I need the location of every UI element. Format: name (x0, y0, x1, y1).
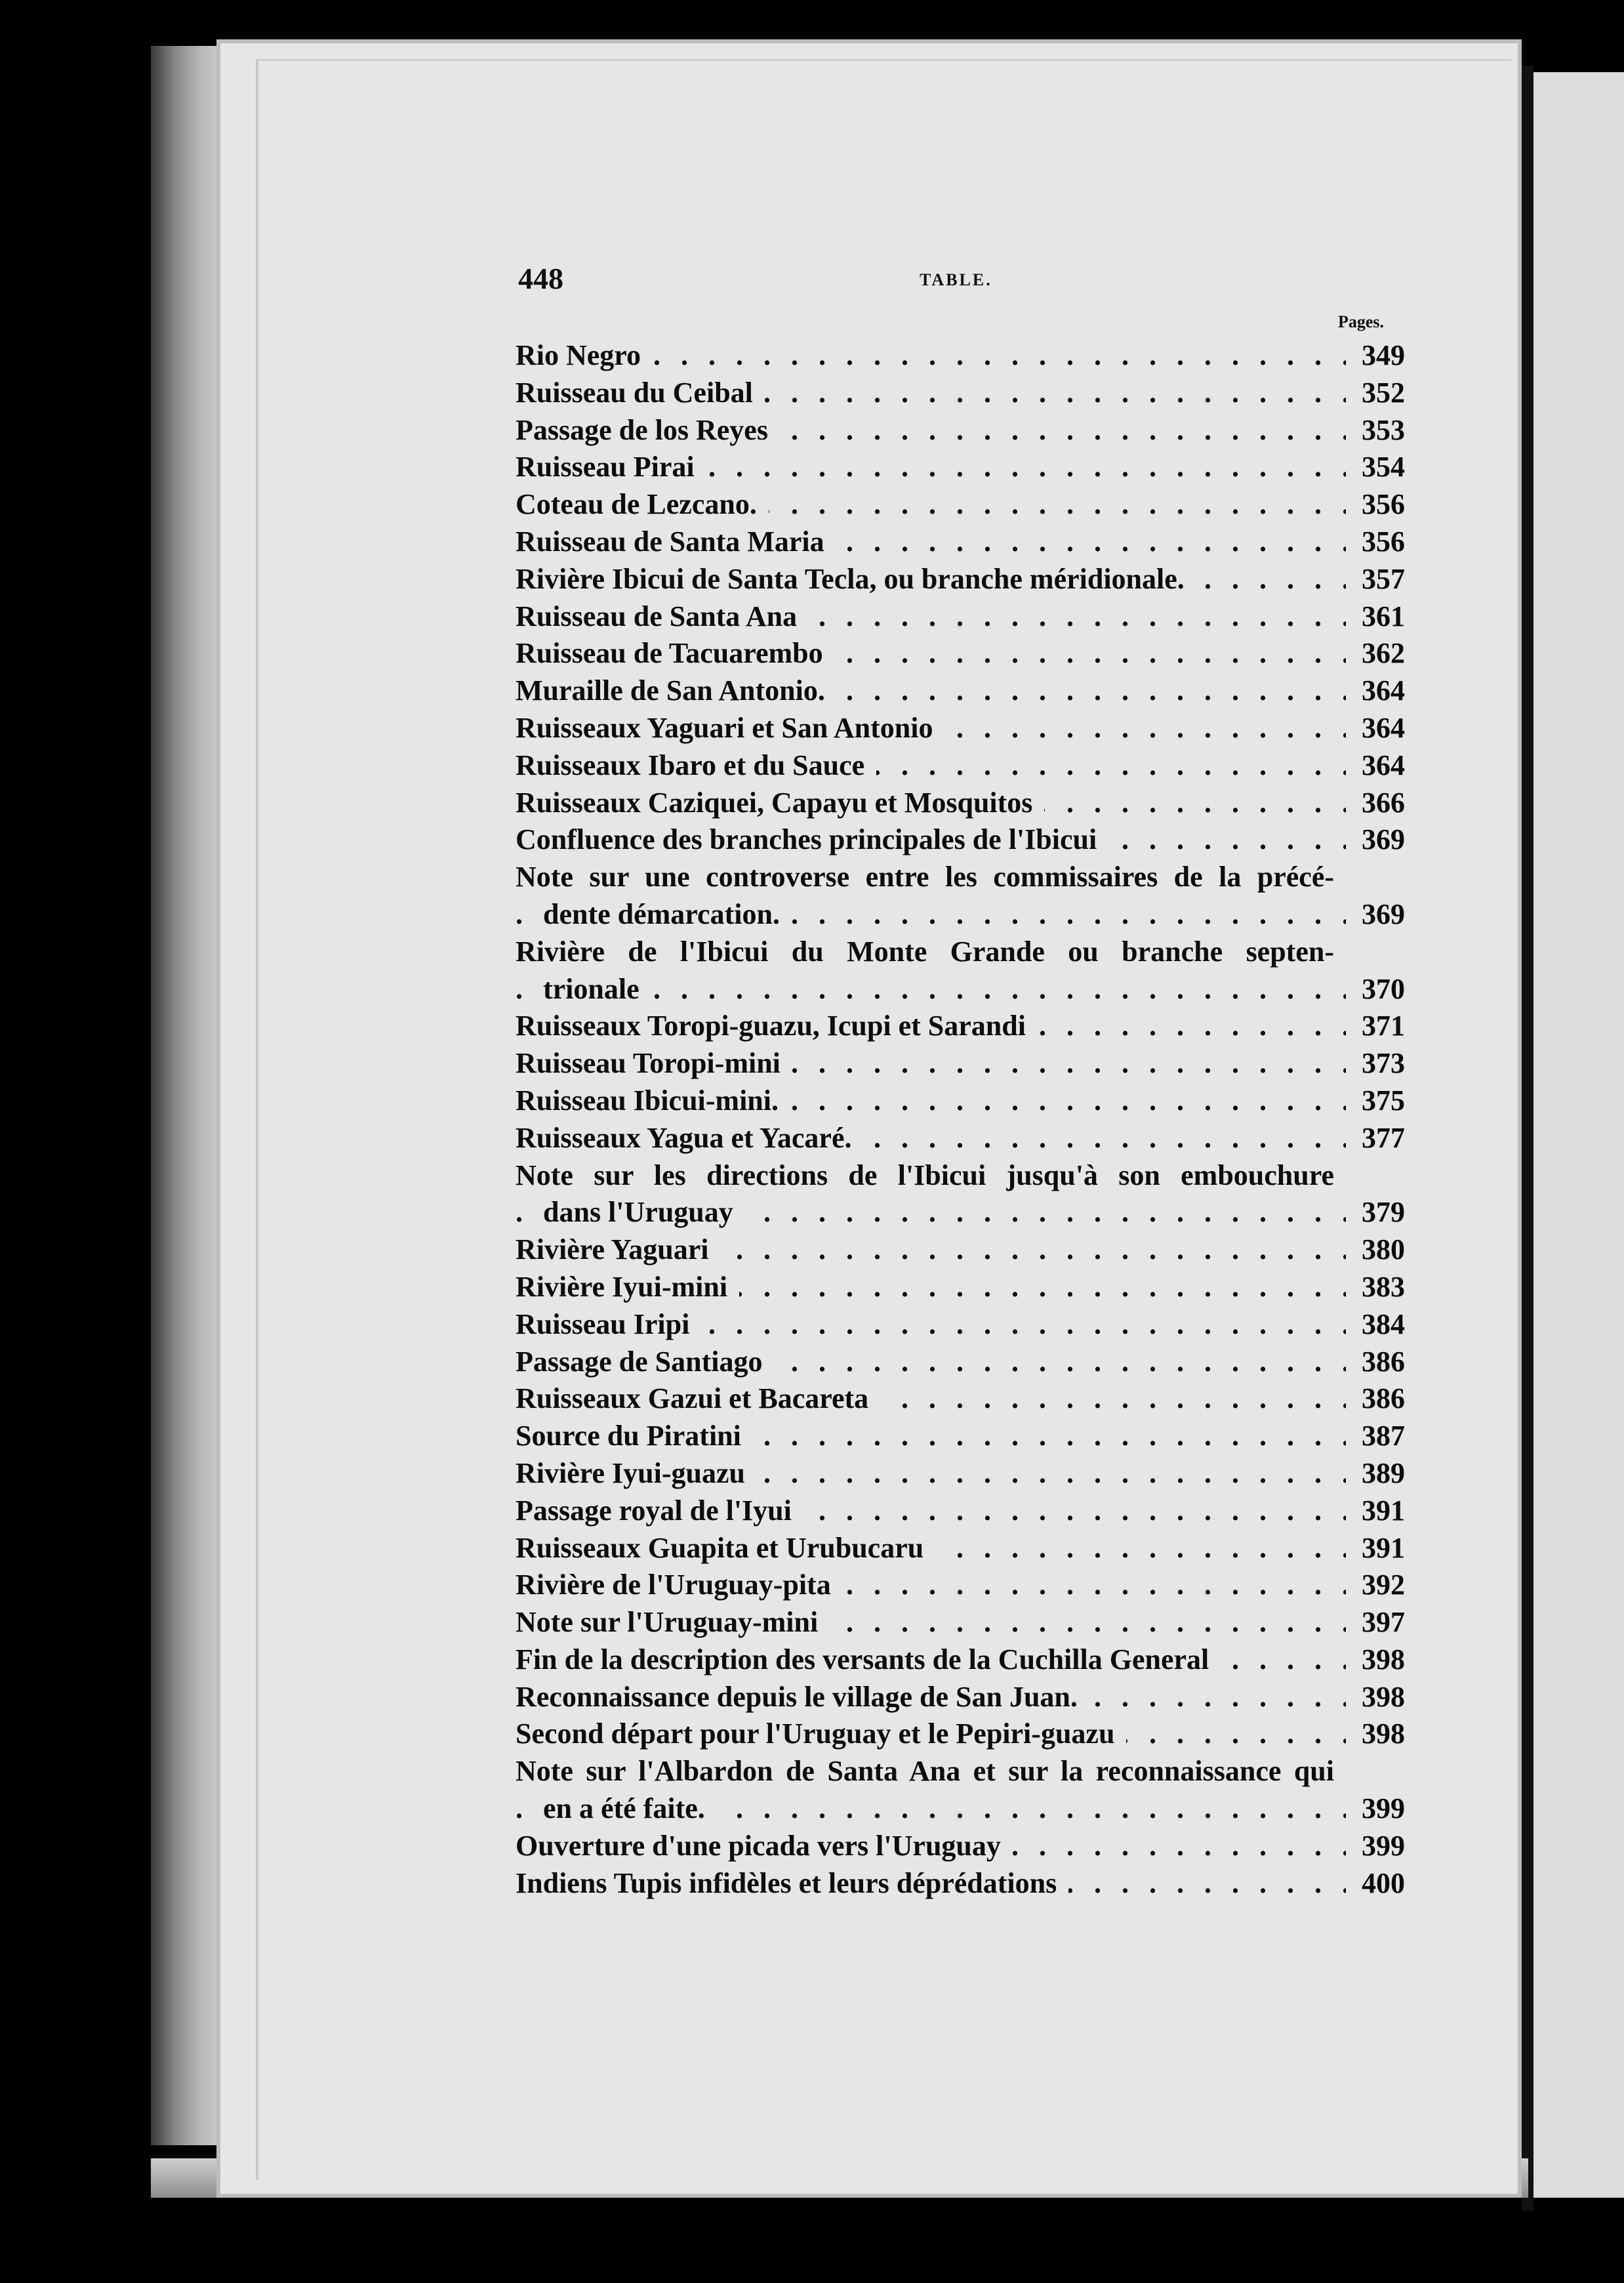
toc-entry-title: Ruisseau Ibicui-mini. (516, 1082, 1346, 1120)
toc-entry-page: 371 (1362, 1010, 1405, 1042)
toc-entry (516, 672, 1405, 710)
toc-entry-page: 398 (1362, 1680, 1405, 1713)
toc-entry (516, 821, 1405, 859)
toc-entry-page: 397 (1362, 1606, 1405, 1639)
toc-entry-page: 354 (1362, 451, 1405, 483)
toc-entry (516, 449, 1405, 486)
toc-entry (516, 1120, 1405, 1157)
toc-entry-title: Ruisseaux Toropi-guazu, Icupi et Sarandi (516, 1008, 1346, 1045)
toc-entry (516, 1269, 1405, 1306)
toc-entry (516, 710, 1405, 747)
toc-entry (516, 1231, 1405, 1269)
toc-entry-page: 400 (1362, 1866, 1405, 1899)
toc-entry-page: 399 (1362, 1792, 1405, 1825)
toc-entry (516, 785, 1405, 822)
toc-entry-page: 384 (1362, 1307, 1405, 1340)
toc-entry-title-continued: trionale (543, 971, 1346, 1008)
page-header (518, 261, 1410, 300)
toc-entry-title: Note sur une controverse entre les commissaires de la précé- (516, 859, 1346, 896)
toc-entry-page: 387 (1362, 1420, 1405, 1452)
toc-entry (516, 1604, 1405, 1641)
toc-entry (516, 1455, 1405, 1492)
toc-entry-title-continued: dans l'Uruguay (543, 1194, 1346, 1231)
toc-entry-title-continued: en a été faite. (543, 1790, 1346, 1828)
toc-entry-page: 364 (1362, 749, 1405, 781)
toc-entry-page: 379 (1362, 1196, 1405, 1229)
toc-entry-title: Source du Piratini (516, 1418, 1346, 1455)
toc-entry-page: 383 (1362, 1270, 1405, 1303)
toc-entry-page: 361 (1362, 600, 1405, 632)
table-of-contents (516, 337, 1405, 1902)
toc-entry-page: 349 (1362, 339, 1405, 371)
toc-entry-page: 377 (1362, 1121, 1405, 1154)
toc-entry-title: Ruisseaux Yaguari et San Antonio (516, 710, 1346, 747)
facing-page-edge (1532, 72, 1624, 2198)
toc-entry-page: 356 (1362, 525, 1405, 558)
toc-entry-title: Note sur l'Albardon de Santa Ana et sur la reconnaissance qui (516, 1753, 1346, 1790)
toc-entry-title: Ruisseaux Ibaro et du Sauce (516, 747, 1346, 785)
toc-entry (516, 1344, 1405, 1381)
toc-entry-title: Ouverture d'une picada vers l'Uruguay (516, 1828, 1346, 1865)
toc-entry-title: Rio Negro (516, 337, 1346, 375)
toc-entry-title: Ruisseau de Santa Ana (516, 598, 1346, 636)
toc-entry-title: Second départ pour l'Uruguay et le Pepiri-guazu (516, 1716, 1346, 1753)
toc-entry-title: Passage de Santiago (516, 1344, 1346, 1381)
toc-entry-title: Ruisseaux Yagua et Yacaré. (516, 1120, 1346, 1157)
toc-entry-page: 391 (1362, 1494, 1405, 1527)
toc-entry-title: Ruisseau de Tacuarembo (516, 635, 1346, 672)
toc-entry (516, 1753, 1405, 1828)
toc-entry-page: 353 (1362, 413, 1405, 446)
toc-entry-page: 392 (1362, 1569, 1405, 1601)
toc-entry (516, 1641, 1405, 1679)
toc-entry (516, 1008, 1405, 1045)
toc-entry-page: 352 (1362, 376, 1405, 409)
toc-entry-page: 386 (1362, 1345, 1405, 1378)
toc-entry-page: 364 (1362, 674, 1405, 707)
toc-entry-title: Ruisseau du Ceibal (516, 375, 1346, 412)
toc-entry (516, 1418, 1405, 1455)
toc-entry-title: Rivière Ibicui de Santa Tecla, ou branche méridionale. (516, 561, 1346, 598)
toc-entry (516, 1157, 1405, 1232)
toc-entry (516, 1530, 1405, 1567)
toc-entry (516, 1679, 1405, 1716)
toc-entry (516, 561, 1405, 598)
toc-entry (516, 1828, 1405, 1865)
toc-entry-title: Rivière Iyui-mini (516, 1269, 1346, 1306)
toc-entry-title: Ruisseaux Guapita et Urubucaru (516, 1530, 1346, 1567)
toc-entry (516, 524, 1405, 561)
toc-entry-title: Rivière de l'Uruguay-pita (516, 1567, 1346, 1604)
toc-entry (516, 635, 1405, 672)
toc-entry-page: 389 (1362, 1456, 1405, 1489)
toc-entry (516, 934, 1405, 1008)
toc-entry-page: 357 (1362, 562, 1405, 595)
toc-entry-page: 391 (1362, 1531, 1405, 1564)
toc-entry-page: 380 (1362, 1233, 1405, 1266)
toc-entry-page: 375 (1362, 1084, 1405, 1117)
toc-entry (516, 598, 1405, 636)
toc-entry-page: 364 (1362, 711, 1405, 744)
toc-entry (516, 1306, 1405, 1344)
toc-entry-title: Ruisseau Iripi (516, 1306, 1346, 1344)
toc-entry (516, 1865, 1405, 1902)
toc-entry (516, 375, 1405, 412)
book-page-edge (151, 46, 223, 2145)
toc-entry-title: Ruisseaux Caziquei, Capayu et Mosquitos (516, 785, 1346, 822)
toc-entry (516, 859, 1405, 934)
running-head: TABLE. (920, 270, 992, 289)
toc-entry (516, 1082, 1405, 1120)
toc-entry-page: 369 (1362, 897, 1405, 930)
toc-entry-page: 373 (1362, 1047, 1405, 1080)
toc-entry-title: Muraille de San Antonio. (516, 672, 1346, 710)
toc-entry-page: 356 (1362, 488, 1405, 521)
toc-entry-page: 398 (1362, 1643, 1405, 1676)
toc-entry-page: 370 (1362, 972, 1405, 1005)
toc-entry-title: Confluence des branches principales de l'Ibicui (516, 821, 1346, 859)
toc-entry-title: Rivière Iyui-guazu (516, 1455, 1346, 1492)
toc-entry (516, 1716, 1405, 1753)
toc-entry-title: Ruisseau de Santa Maria (516, 524, 1346, 561)
toc-entry-page: 366 (1362, 786, 1405, 819)
toc-entry (516, 412, 1405, 449)
toc-entry (516, 1492, 1405, 1530)
toc-entry-page: 398 (1362, 1717, 1405, 1750)
toc-entry (516, 1045, 1405, 1082)
pages-column-heading: Pages. (1338, 312, 1385, 331)
toc-entry (516, 337, 1405, 375)
toc-entry-title: Indiens Tupis infidèles et leurs déprédations (516, 1865, 1346, 1902)
page-number: 448 (518, 262, 563, 295)
toc-entry-page: 362 (1362, 637, 1405, 670)
toc-entry-page: 369 (1362, 823, 1405, 856)
toc-entry-title: Note sur l'Uruguay-mini (516, 1604, 1346, 1641)
toc-entry (516, 1380, 1405, 1418)
toc-entry-title: Ruisseaux Gazui et Bacareta (516, 1380, 1346, 1418)
toc-entry-title: Rivière de l'Ibicui du Monte Grande ou branche septen- (516, 934, 1346, 971)
toc-entry-title: Ruisseau Toropi-mini (516, 1045, 1346, 1082)
toc-entry-title: Passage royal de l'Iyui (516, 1492, 1346, 1530)
toc-entry-title: Note sur les directions de l'Ibicui jusqu'à son embouchure (516, 1157, 1346, 1195)
toc-entry-title: Reconnaissance depuis le village de San Juan. (516, 1679, 1346, 1716)
gutter-shadow (1522, 66, 1533, 2211)
toc-entry-title-continued: dente démarcation. (543, 896, 1346, 934)
toc-entry-page: 399 (1362, 1829, 1405, 1862)
toc-entry-title: Rivière Yaguari (516, 1231, 1346, 1269)
toc-entry-title: Passage de los Reyes (516, 412, 1346, 449)
toc-entry-title: Ruisseau Pirai (516, 449, 1346, 486)
toc-entry (516, 747, 1405, 785)
toc-entry (516, 1567, 1405, 1604)
toc-entry-title: Fin de la description des versants de la Cuchilla General (516, 1641, 1346, 1679)
toc-entry-page: 386 (1362, 1382, 1405, 1415)
toc-entry (516, 486, 1405, 524)
toc-entry-title: Coteau de Lezcano. (516, 486, 1346, 524)
